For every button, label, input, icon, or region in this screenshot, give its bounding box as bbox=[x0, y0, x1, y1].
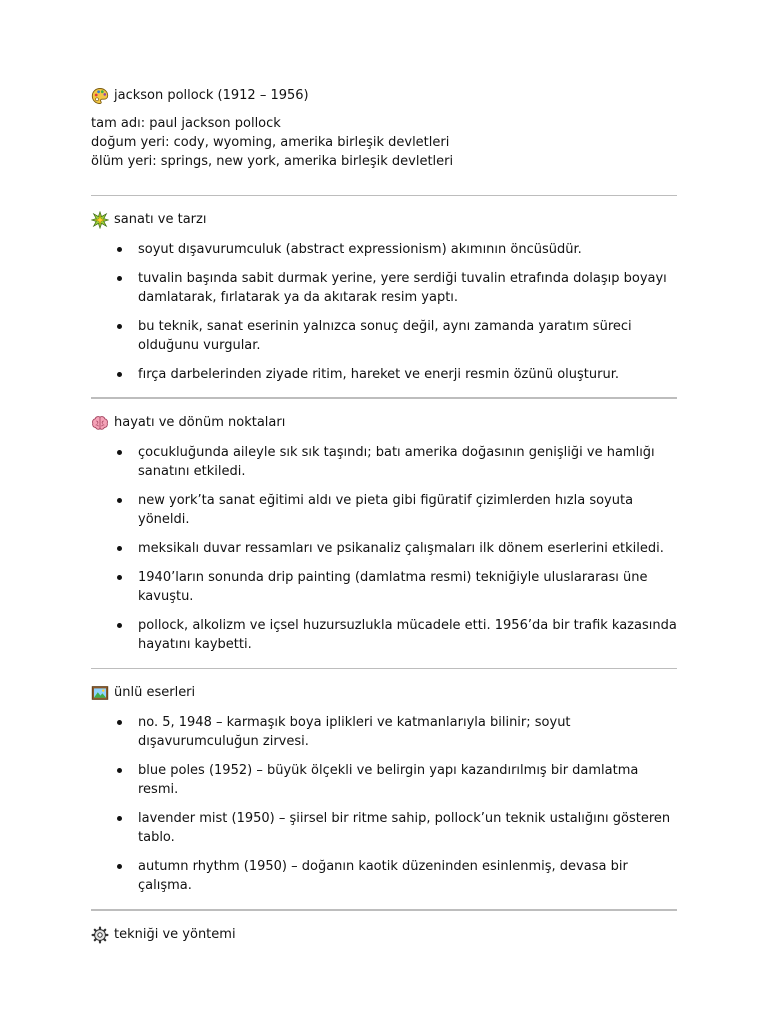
artist-palette-icon bbox=[91, 87, 109, 105]
sparkle-burst-icon bbox=[91, 211, 109, 229]
list-item: new york’ta sanat eğitimi aldı ve pieta gibi figüratif çizimlerden hızla soyuta yöneldi. bbox=[91, 491, 677, 529]
list-item: fırça darbelerinden ziyade ritim, hareket ve enerji resmin özünü oluşturur. bbox=[91, 365, 677, 384]
divider bbox=[91, 909, 677, 911]
bullet-list-life bbox=[91, 443, 677, 654]
section-title: hayatı ve dönüm noktaları bbox=[114, 415, 286, 430]
list-item: autumn rhythm (1950) – doğanın kaotik düzeninden esinlenmiş, devasa bir çalışma. bbox=[91, 857, 677, 895]
info-block bbox=[91, 114, 677, 171]
list-item: 1940’ların sonunda drip painting (damlatma resmi) tekniğiyle uluslararası üne kavuştu. bbox=[91, 568, 677, 606]
document-content bbox=[91, 86, 677, 945]
section-title: ünlü eserleri bbox=[114, 685, 196, 700]
section-title: sanatı ve tarzı bbox=[114, 212, 207, 227]
section-title: tekniği ve yöntemi bbox=[114, 927, 236, 942]
list-item: tuvalin başında sabit durmak yerine, yere serdiği tuvalin etrafında dolaşıp boyayı damlatarak, fırlatarak ya da akıtarak resim yaptı. bbox=[91, 269, 677, 307]
page-title-text: jackson pollock (1912 – 1956) bbox=[114, 88, 309, 103]
list-item: pollock, alkolizm ve içsel huzursuzlukla mücadele etti. 1956’da bir trafik kazasında hayatını kaybetti. bbox=[91, 616, 677, 654]
section-heading-life bbox=[91, 413, 677, 433]
list-item: çocukluğunda aileyle sık sık taşındı; batı amerika doğasının genişliği ve hamlığı sanatını etkiledi. bbox=[91, 443, 677, 481]
bullet-list-art-style bbox=[91, 240, 677, 384]
list-item: bu teknik, sanat eserinin yalnızca sonuç değil, aynı zamanda yaratım süreci olduğunu vurgular. bbox=[91, 317, 677, 355]
divider bbox=[91, 668, 677, 669]
gear-icon bbox=[91, 926, 109, 944]
list-item: blue poles (1952) – büyük ölçekli ve belirgin yapı kazandırılmış bir damlatma resmi. bbox=[91, 761, 677, 799]
section-heading-art-style bbox=[91, 210, 677, 230]
list-item: meksikalı duvar ressamları ve psikanaliz çalışmaları ilk dönem eserlerini etkiledi. bbox=[91, 539, 677, 558]
list-item: no. 5, 1948 – karmaşık boya iplikleri ve katmanlarıyla bilinir; soyut dışavurumculuğun zirvesi. bbox=[91, 713, 677, 751]
section-heading-works bbox=[91, 683, 677, 703]
info-birthplace: doğum yeri: cody, wyoming, amerika birleşik devletleri bbox=[91, 135, 450, 150]
info-full-name: tam adı: paul jackson pollock bbox=[91, 116, 281, 131]
brain-icon bbox=[91, 414, 109, 432]
info-deathplace: ölüm yeri: springs, new york, amerika birleşik devletleri bbox=[91, 154, 454, 169]
framed-picture-icon bbox=[91, 684, 109, 702]
divider bbox=[91, 195, 677, 196]
list-item: lavender mist (1950) – şiirsel bir ritme sahip, pollock’un teknik ustalığını gösteren tablo. bbox=[91, 809, 677, 847]
page-title bbox=[91, 86, 677, 106]
list-item: soyut dışavurumculuk (abstract expressionism) akımının öncüsüdür. bbox=[91, 240, 677, 259]
divider bbox=[91, 397, 677, 399]
bullet-list-works bbox=[91, 713, 677, 895]
section-heading-technique bbox=[91, 925, 677, 945]
